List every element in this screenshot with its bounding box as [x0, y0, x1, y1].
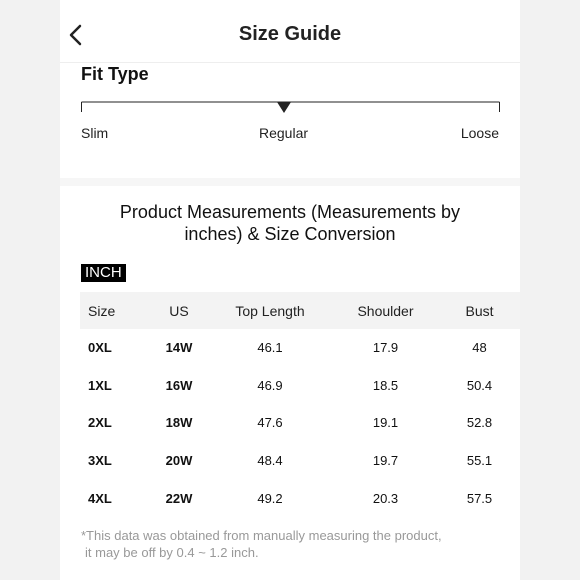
- column-header-us: US: [150, 292, 208, 329]
- table-header-row: [80, 292, 520, 329]
- table-row: [80, 329, 520, 367]
- cell-top-length: 48.4: [257, 453, 283, 469]
- cell-bust: 48: [472, 340, 487, 356]
- measurements-title: [100, 201, 480, 245]
- fit-label-loose: Loose: [460, 125, 499, 141]
- cell-bust: 50.4: [466, 377, 493, 393]
- column-header-shoulder: Shoulder: [332, 292, 439, 329]
- cell-top-length: 46.1: [257, 340, 283, 356]
- table-row: [80, 479, 520, 517]
- fit-type-title: Fit Type: [81, 64, 149, 84]
- cell-bust: 55.1: [466, 453, 493, 469]
- cell-bust: 52.8: [466, 415, 493, 431]
- cell-us: 20W: [165, 453, 193, 469]
- cell-us: 18W: [165, 415, 193, 431]
- cell-us: 22W: [165, 490, 193, 506]
- cell-size: 1XL: [88, 377, 112, 393]
- section-divider: [60, 178, 520, 186]
- cell-size: 0XL: [88, 340, 112, 356]
- column-header-size: Size: [80, 292, 150, 329]
- cell-shoulder: 20.3: [372, 490, 399, 506]
- cell-us: 14W: [165, 340, 193, 356]
- header: [60, 0, 520, 63]
- table-row: [80, 367, 520, 405]
- cell-top-length: 47.6: [257, 415, 283, 431]
- measurements-title-line-1: Product Measurements (Measurements by: [119, 202, 461, 222]
- cell-shoulder: 19.7: [372, 453, 399, 469]
- cell-shoulder: 19.1: [372, 415, 399, 431]
- measurement-note-line-1: *This data was obtained from manually measuring the product,: [81, 528, 442, 543]
- cell-us: 16W: [165, 377, 193, 393]
- fit-indicator-marker: [277, 102, 291, 113]
- fit-label-slim: Slim: [81, 125, 109, 141]
- table-row: [80, 442, 520, 480]
- cell-size: 4XL: [88, 490, 112, 506]
- cell-shoulder: 17.9: [372, 340, 399, 356]
- fit-scale: [81, 98, 500, 118]
- fit-label-regular: Regular: [259, 125, 309, 141]
- cell-top-length: 49.2: [257, 490, 283, 506]
- column-header-top-length: Top Length: [208, 292, 332, 329]
- unit-badge[interactable]: INCH: [81, 264, 126, 282]
- measurements-title-line-2: inches) & Size Conversion: [184, 224, 396, 244]
- cell-size: 3XL: [88, 453, 112, 469]
- cell-shoulder: 18.5: [372, 377, 399, 393]
- cell-bust: 57.5: [466, 490, 493, 506]
- measurement-note: [81, 527, 501, 561]
- column-header-bust: Bust: [439, 292, 520, 329]
- page-title: Size Guide: [238, 23, 342, 45]
- size-table: [80, 292, 520, 517]
- cell-top-length: 46.9: [257, 377, 283, 393]
- size-guide-screen: [60, 0, 520, 580]
- fit-type-section: [60, 62, 520, 178]
- cell-size: 2XL: [88, 415, 112, 431]
- measurement-note-line-2: it may be off by 0.4 ~ 1.2 inch.: [85, 545, 259, 560]
- table-row: [80, 404, 520, 442]
